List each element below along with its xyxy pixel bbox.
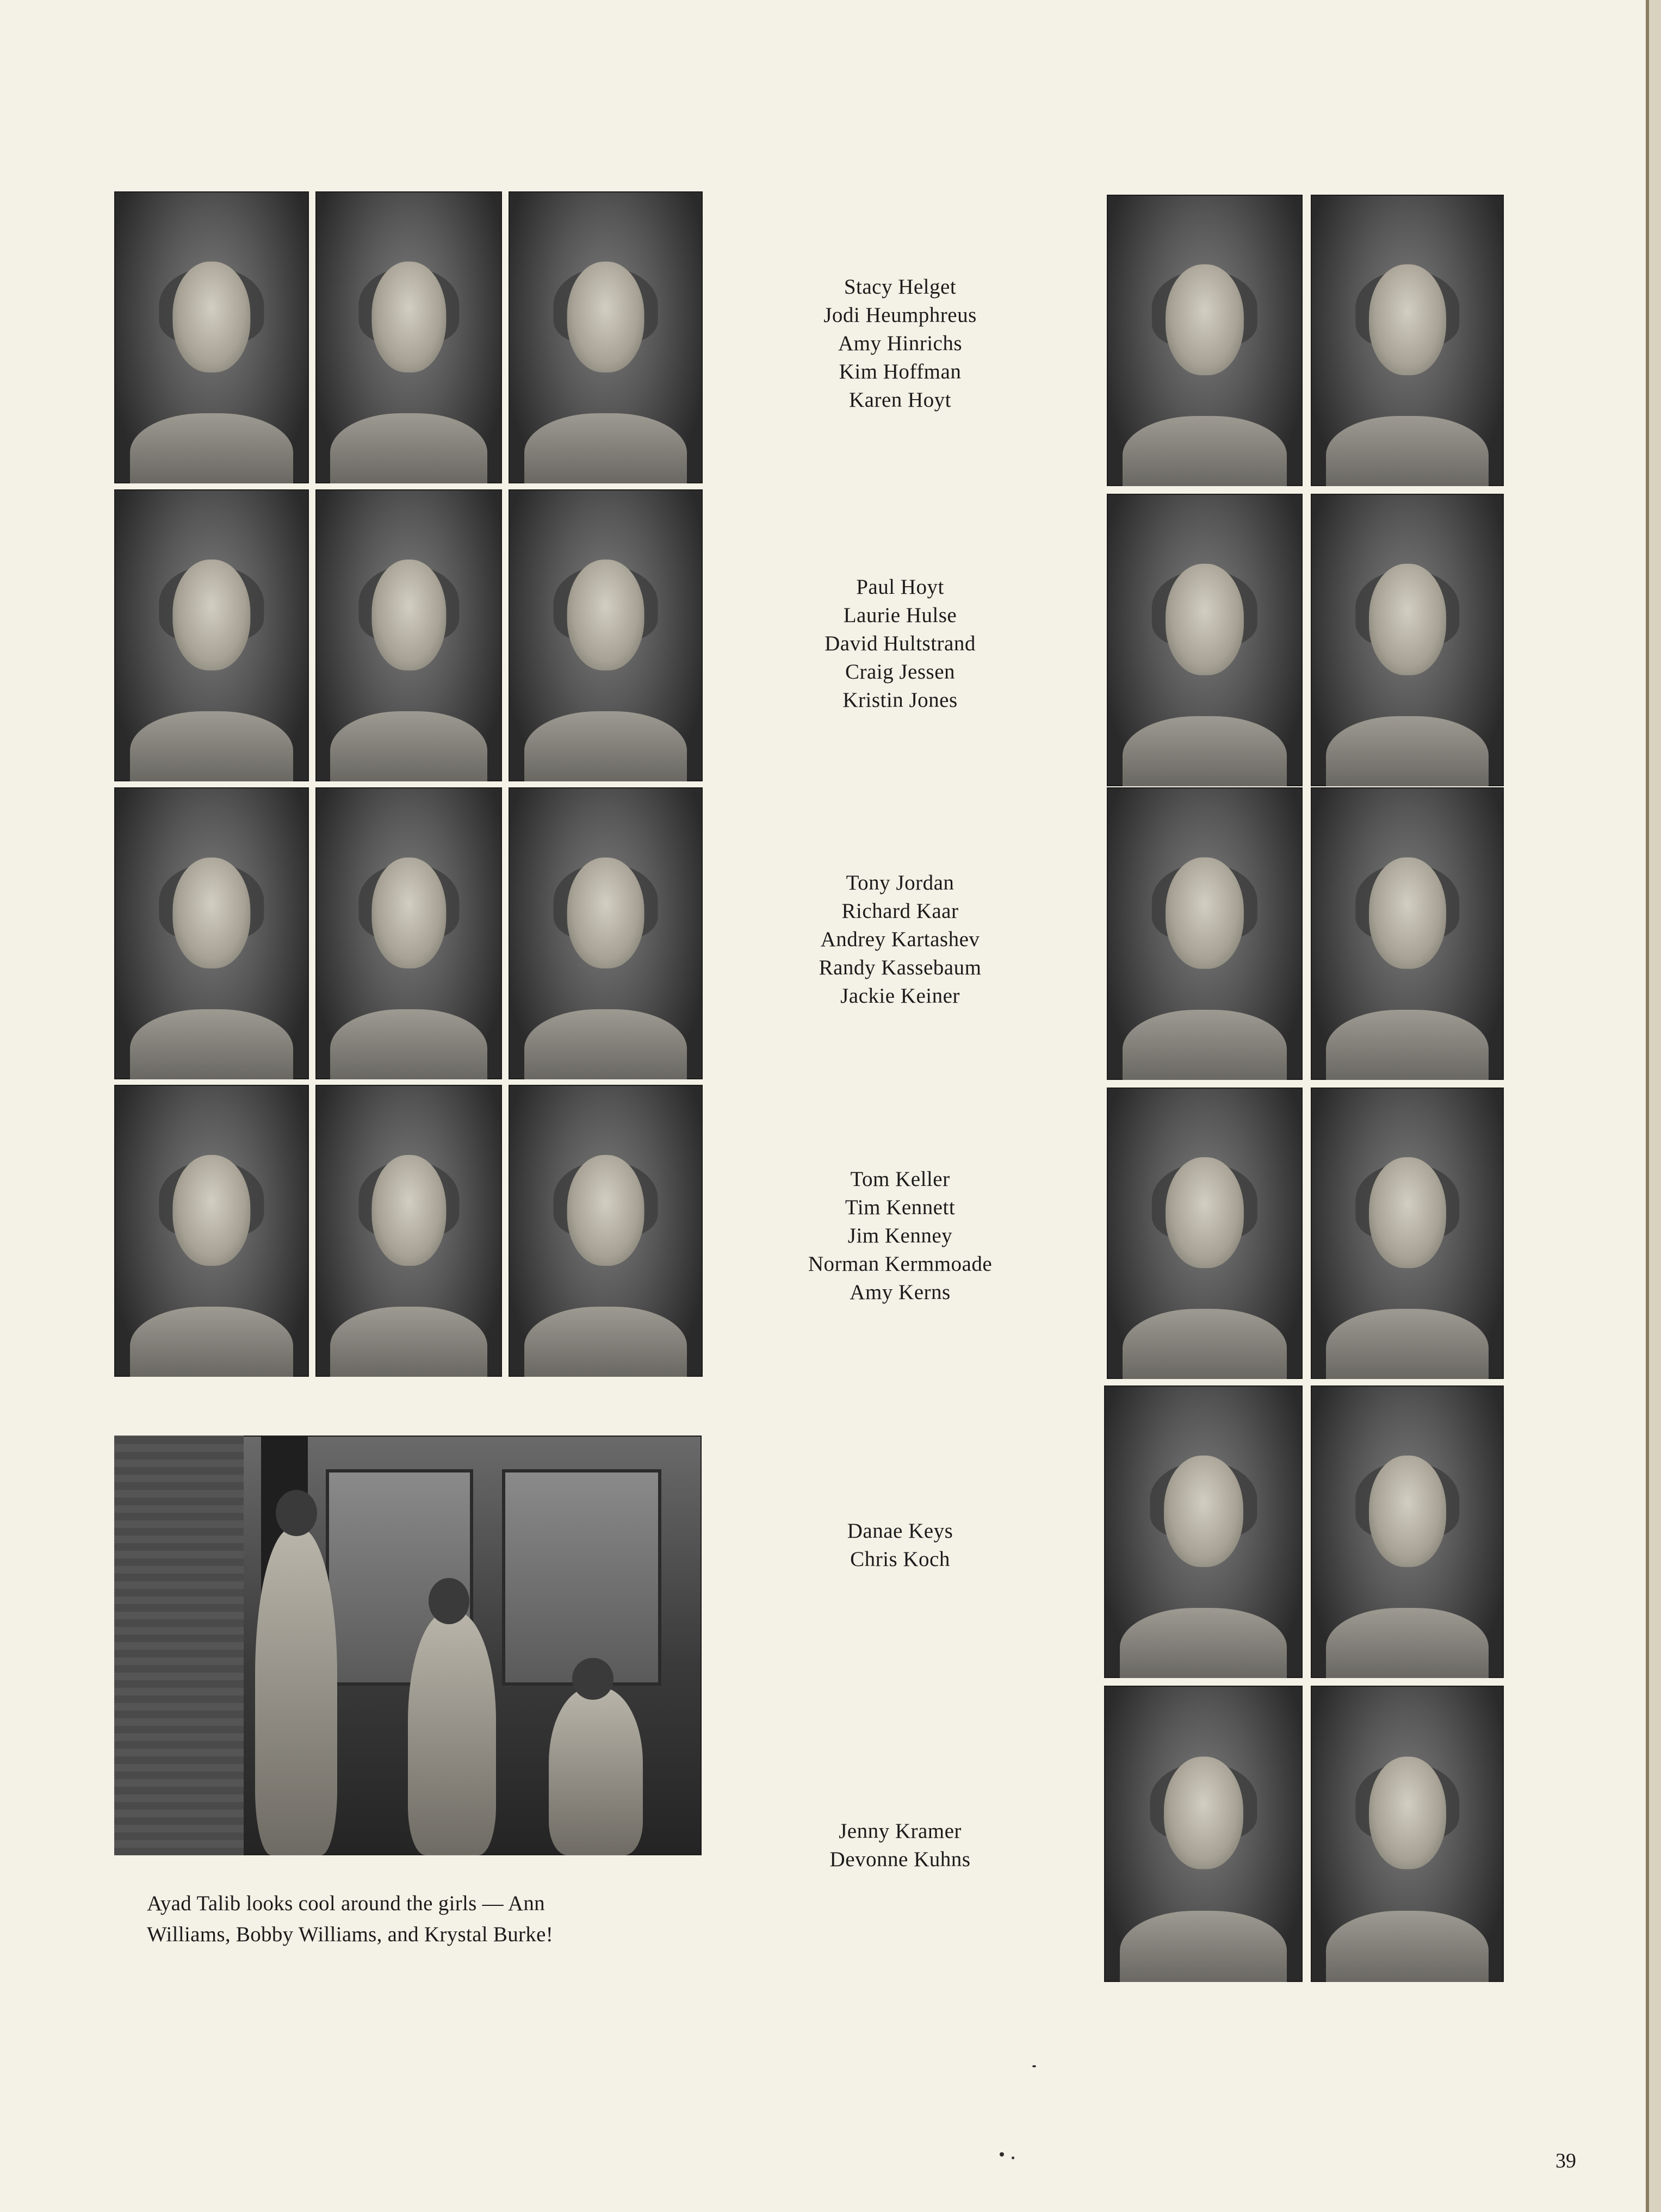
student-name: Tom Keller — [850, 1167, 950, 1191]
student-name: Amy Hinrichs — [838, 332, 963, 355]
student-name: Devonne Kuhns — [829, 1848, 971, 1871]
print-speck — [1032, 2065, 1036, 2067]
name-list-row-2 — [748, 573, 1052, 714]
portrait-photo — [509, 191, 703, 483]
print-speck — [1000, 2152, 1004, 2157]
student-name: Amy Kerns — [850, 1281, 951, 1304]
portrait-photo — [1107, 1088, 1303, 1379]
page-number: 39 — [1555, 2149, 1576, 2172]
portrait-photo — [114, 1085, 309, 1377]
portrait-photo — [1311, 1088, 1504, 1379]
portrait-photo — [1311, 1385, 1504, 1678]
group-photo-caption — [147, 1888, 680, 1950]
student-name: Tim Kennett — [845, 1196, 956, 1219]
student-name: Danae Keys — [847, 1519, 953, 1543]
portrait-photo — [1107, 195, 1303, 486]
portrait-photo — [509, 1085, 703, 1377]
portrait-photo — [1107, 787, 1303, 1080]
student-name: Jenny Kramer — [839, 1819, 962, 1843]
portrait-photo — [1104, 1686, 1303, 1982]
portrait-photo — [1311, 1686, 1504, 1982]
print-speck — [1012, 2157, 1014, 2159]
student-name: Paul Hoyt — [856, 575, 944, 599]
student-name: Craig Jessen — [845, 660, 956, 684]
caption-line: Ayad Talib looks cool around the girls — Ann — [147, 1892, 545, 1915]
portrait-photo — [315, 489, 502, 781]
student-name: Laurie Hulse — [843, 604, 957, 627]
student-name: Stacy Helget — [844, 275, 957, 299]
portrait-photo — [1107, 494, 1303, 786]
name-list-row-6 — [748, 1817, 1052, 1874]
portrait-photo — [1311, 787, 1504, 1080]
student-name: Randy Kassebaum — [819, 956, 982, 979]
name-list-row-3 — [748, 869, 1052, 1010]
portrait-photo — [509, 489, 703, 781]
student-name: Tony Jordan — [846, 871, 955, 894]
name-list-row-4 — [748, 1165, 1052, 1307]
student-name: David Hultstrand — [825, 632, 976, 655]
portrait-photo — [1311, 195, 1504, 486]
name-list-row-5 — [748, 1517, 1052, 1574]
student-name: Kristin Jones — [842, 688, 958, 712]
student-name: Norman Kermmoade — [808, 1252, 993, 1276]
portrait-photo — [1104, 1385, 1303, 1678]
portrait-photo — [509, 787, 703, 1079]
student-name: Chris Koch — [850, 1548, 950, 1571]
portrait-photo — [114, 787, 309, 1079]
student-name: Kim Hoffman — [839, 360, 962, 383]
caption-line: Williams, Bobby Williams, and Krystal Burke! — [147, 1923, 554, 1946]
portrait-photo — [114, 489, 309, 781]
portrait-photo — [315, 191, 502, 483]
name-list-row-1 — [748, 273, 1052, 414]
student-name: Karen Hoyt — [848, 388, 952, 412]
student-name: Jackie Keiner — [840, 984, 960, 1008]
portrait-photo — [1311, 494, 1504, 786]
portrait-photo — [315, 1085, 502, 1377]
student-name: Richard Kaar — [841, 899, 959, 923]
group-candid-photo — [114, 1436, 702, 1855]
portrait-photo — [114, 191, 309, 483]
student-name: Jim Kenney — [847, 1224, 953, 1247]
page-edge — [1649, 0, 1661, 2212]
student-name: Jodi Heumphreus — [823, 303, 977, 327]
portrait-photo — [315, 787, 502, 1079]
student-name: Andrey Kartashev — [820, 928, 980, 951]
